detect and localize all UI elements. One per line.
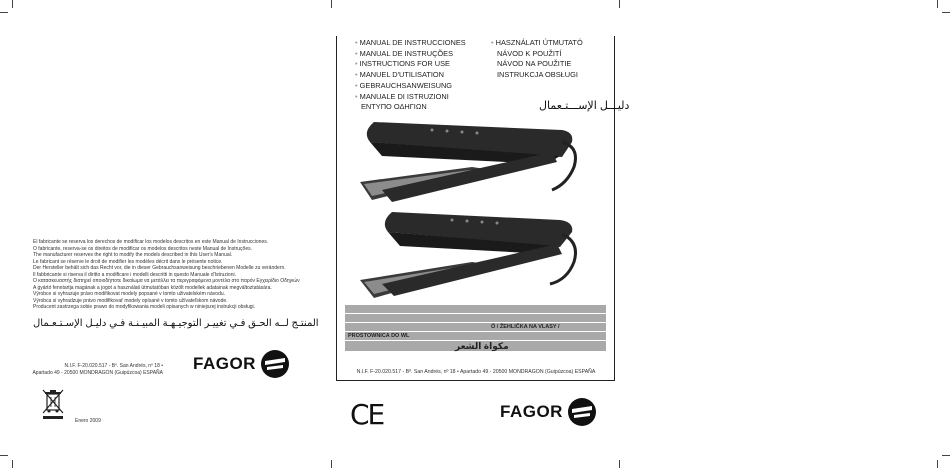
language-item: • MANUAL DE INSTRUÇÕES [355,48,454,58]
language-item: NÁVOD NA POUŽITIE [497,59,572,69]
product-name-arabic: مكواة الشعر [455,341,509,351]
disclaimer-text [33,239,333,311]
cover-company-address: N.I.F. F-20.020.517 - Bº. San Andrés, nº 18 • Apartado 49 - 20500 MONDRAGON (Guipúzcoa) ESPAÑA [356,369,596,375]
fagor-logo-cover [500,397,597,427]
date-text: Enero 2009 [75,418,101,424]
crop-mark [331,460,332,468]
arabic-disclaimer: المنتـج لــه الحـق فـي تغييـر التوجيـهـة المبيـنـة فـي دليـل الإسـتـعـمال [33,318,319,329]
bullet: • [491,38,494,47]
product-bar [345,323,606,331]
language-item: • MANUAL DE INSTRUCCIONES [355,38,466,47]
straightener-top [360,122,576,202]
product-bar [345,314,606,322]
fagor-emblem-icon [260,349,290,379]
language-list-left [355,38,466,113]
bullet: • [355,80,358,90]
arabic-manual-title: دليـــل الإســـتـعمال [539,100,630,112]
crop-mark [12,460,13,468]
disclaimer-line: Výrobca si vyhradzuje právo modifikovať modely opísané v tomto užívateľskom návode. [33,297,228,304]
company-address-line-2: Apartado 49 - 20500 MONDRAGON (Guipúzcoa) ESPAÑA [32,370,163,376]
crop-mark [619,460,620,468]
product-name-line: Ó / ŽEHLIČKA NA VLASY / [491,324,560,330]
crop-mark [331,0,332,8]
fagor-logo-text: FAGOR [500,402,563,421]
language-item: • INSTRUCTIONS FOR USE [355,59,450,69]
crop-mark [12,0,13,8]
disclaimer-line: Der Hersteller behält sich das Recht vor, die in dieser Gebrauchsanweisung beschriebenen Modelle zu verändern. [33,265,286,272]
disclaimer-line: O fabricante, reserva-se os direitos de modificar os modelos descritos neste Manual de Instruções. [33,245,252,252]
crop-mark [937,0,938,8]
cover-frame-right [614,36,615,380]
crop-mark [619,0,620,8]
language-item: • HASZNÁLATI ÚTMUTATÓ [491,38,583,47]
fagor-emblem-icon [567,397,597,427]
language-item: INSTRUKCJA OBSŁUGI [497,70,578,80]
language-item: ΕΝΤΥΠΟ ΟΔΗΓΙΩΝ [361,102,427,112]
bullet: • [355,91,358,101]
crop-mark [942,455,950,456]
language-item: NÁVOD K POUŽITÍ [497,48,562,58]
crop-mark [942,12,950,13]
language-item: • MANUALE DI ISTRUZIONI [355,91,449,101]
bullet: • [355,70,358,80]
disclaimer-line: Le fabricant se réserve le droit de modifier les modèles décrit dans le présente notice. [33,258,223,265]
crop-mark [0,12,8,13]
hair-straightener-illustration [352,112,587,302]
cover-frame-left [336,36,337,380]
disclaimer-line: The manufacturer reserves the right to modify the models described in this User's Manual. [33,252,233,259]
bullet: • [355,38,358,47]
weee-bin-icon [42,388,64,420]
language-item: • MANUEL D'UTILISATION [355,70,445,80]
fagor-logo-text: FAGOR [193,354,256,373]
disclaimer-line: Il fabbricante si riserva il diritto a modificare i modelli descritti in questo Manuale d'Istruzioni. [33,271,236,278]
bullet: • [355,48,358,58]
company-address-line-1: N.I.F. F-20.020.517 - Bº. San Andrés, nº 18 • [64,363,163,369]
product-bar [345,305,606,313]
language-list-right [491,38,583,81]
disclaimer-line: Producent zastrzega sobie prawo do modyfikowania modeli opisanych w niniejszej instrukcji obsługi. [33,304,256,311]
crop-mark [937,460,938,468]
product-name-line: PROSTOWNICA DO WL [348,333,410,339]
language-item: • GEBRAUCHSANWEISUNG [355,80,453,90]
fagor-logo [193,349,290,379]
disclaimer-line: Ο κατασκευαστής διατηρεί οποιοδήποτε δικαίωμα να μετάλλει τα περιγραφόμενα μοντέλα στο παρόν Εγχειρίδιο Οδηγιών [33,278,300,285]
ce-mark: CE [350,398,384,431]
straightener-bottom [360,212,576,298]
disclaimer-line: A gyártó fenntartja magának a jogot a használati útmutatóban közölt modellek adatainak megváltoztatására. [33,284,272,291]
cover-frame-bottom [336,380,615,381]
disclaimer-line: Výrobce si vyhrazuje právo modifikovat modely popsané v tomto uživatelském návodu. [33,291,226,298]
crop-mark [0,455,8,456]
bullet: • [355,59,358,69]
disclaimer-line: El fabricante se reserva los derechos de modificar los modelos descritos en este Manual de Instrucciones. [33,239,269,245]
